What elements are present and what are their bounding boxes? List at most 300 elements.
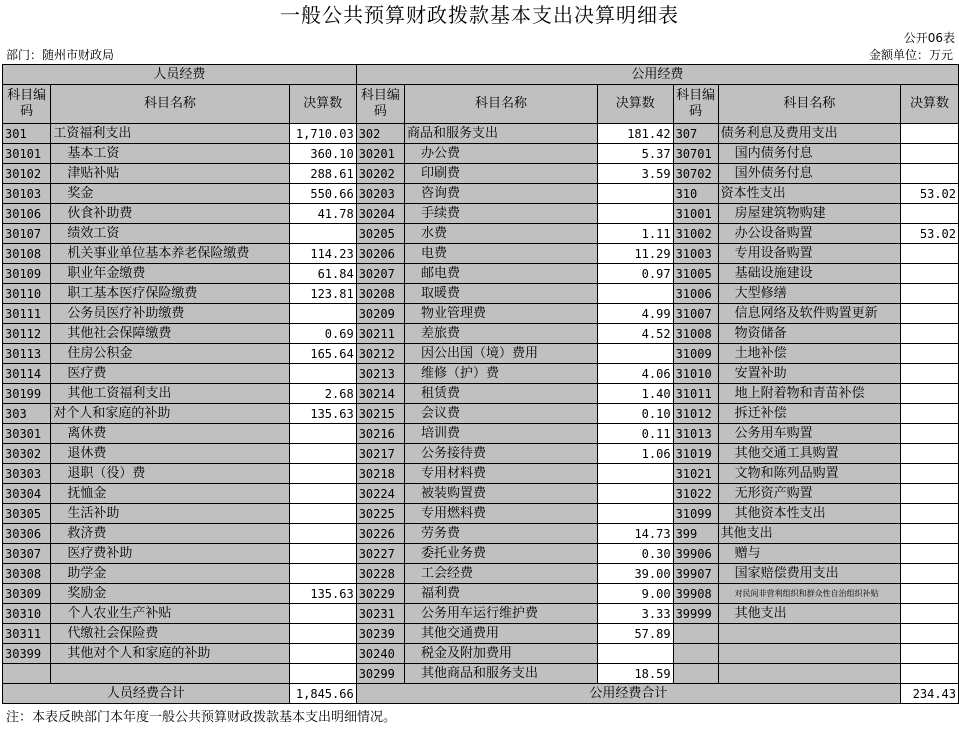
- code-cell: 30215: [356, 404, 404, 424]
- table-row: [3, 244, 959, 264]
- amount-header: 决算数: [289, 85, 356, 124]
- name-cell: 培训费: [405, 424, 598, 444]
- code-cell: 30204: [356, 204, 404, 224]
- code-cell: 30211: [356, 324, 404, 344]
- amount-cell: [289, 484, 356, 504]
- name-cell: [718, 644, 900, 664]
- name-cell: 绩效工资: [51, 224, 289, 244]
- amount-cell: [901, 164, 959, 184]
- name-cell: [718, 664, 900, 684]
- name-cell: 其他交通工具购置: [718, 444, 900, 464]
- meta-row: [0, 46, 959, 65]
- expenditure-table: [2, 64, 959, 704]
- amount-cell: 123.81: [289, 284, 356, 304]
- code-cell: 31011: [673, 384, 718, 404]
- code-cell: 30113: [3, 344, 51, 364]
- name-cell: 代缴社会保险费: [51, 624, 289, 644]
- amount-cell: 11.29: [597, 244, 673, 264]
- amount-cell: 0.10: [597, 404, 673, 424]
- name-cell: 债务利息及费用支出: [718, 124, 900, 144]
- table-row: [3, 524, 959, 544]
- amount-cell: [289, 304, 356, 324]
- code-cell: 30306: [3, 524, 51, 544]
- personnel-total-value: 1,845.66: [289, 684, 356, 704]
- table-row: [3, 264, 959, 284]
- code-cell: 30212: [356, 344, 404, 364]
- name-cell: 公务员医疗补助缴费: [51, 304, 289, 324]
- table-row: [3, 144, 959, 164]
- code-cell: 30103: [3, 184, 51, 204]
- code-cell: 31019: [673, 444, 718, 464]
- amount-cell: 1.11: [597, 224, 673, 244]
- table-row: [3, 584, 959, 604]
- name-cell: 物资储备: [718, 324, 900, 344]
- name-cell: 专用材料费: [405, 464, 598, 484]
- name-cell: 手续费: [405, 204, 598, 224]
- table-row: [3, 384, 959, 404]
- amount-cell: [901, 524, 959, 544]
- name-cell: 维修（护）费: [405, 364, 598, 384]
- name-cell: 其他社会保障缴费: [51, 324, 289, 344]
- name-cell: 赠与: [718, 544, 900, 564]
- amount-cell: [597, 644, 673, 664]
- code-cell: 30299: [356, 664, 404, 684]
- code-cell: 31008: [673, 324, 718, 344]
- name-cell: 生活补助: [51, 504, 289, 524]
- amount-cell: [901, 384, 959, 404]
- amount-cell: 165.64: [289, 344, 356, 364]
- amount-cell: [597, 464, 673, 484]
- amount-cell: [901, 444, 959, 464]
- code-cell: 30202: [356, 164, 404, 184]
- amount-cell: [901, 484, 959, 504]
- code-cell: 39908: [673, 584, 718, 604]
- code-cell: 30307: [3, 544, 51, 564]
- code-cell: 31010: [673, 364, 718, 384]
- code-cell: 31009: [673, 344, 718, 364]
- table-row: [3, 204, 959, 224]
- amount-cell: [289, 424, 356, 444]
- code-cell: 30205: [356, 224, 404, 244]
- name-cell: 文物和陈列品购置: [718, 464, 900, 484]
- name-cell: 租赁费: [405, 384, 598, 404]
- name-cell: 抚恤金: [51, 484, 289, 504]
- name-cell: 专用燃料费: [405, 504, 598, 524]
- unit-label: 金额单位：万元: [868, 48, 953, 62]
- amount-cell: [901, 124, 959, 144]
- name-cell: 福利费: [405, 584, 598, 604]
- table-row: [3, 404, 959, 424]
- amount-cell: 41.78: [289, 204, 356, 224]
- name-cell: 电费: [405, 244, 598, 264]
- code-cell: 30102: [3, 164, 51, 184]
- code-cell: [673, 644, 718, 664]
- department-label: 部门：随州市财政局: [6, 48, 115, 62]
- amount-cell: [901, 584, 959, 604]
- name-cell: 因公出国（境）费用: [405, 344, 598, 364]
- amount-cell: [901, 544, 959, 564]
- amount-cell: [289, 224, 356, 244]
- code-cell: 30302: [3, 444, 51, 464]
- amount-cell: [597, 504, 673, 524]
- amount-cell: 57.89: [597, 624, 673, 644]
- code-cell: 31021: [673, 464, 718, 484]
- name-cell: 无形资产购置: [718, 484, 900, 504]
- amount-cell: 0.30: [597, 544, 673, 564]
- table-row: [3, 484, 959, 504]
- name-cell: 差旅费: [405, 324, 598, 344]
- code-cell: 31005: [673, 264, 718, 284]
- amount-cell: [901, 564, 959, 584]
- name-cell: 拆迁补偿: [718, 404, 900, 424]
- name-cell: 劳务费: [405, 524, 598, 544]
- code-cell: 30231: [356, 604, 404, 624]
- code-cell: 31012: [673, 404, 718, 424]
- amount-cell: [901, 424, 959, 444]
- table-row: [3, 184, 959, 204]
- code-cell: 30217: [356, 444, 404, 464]
- amount-cell: [901, 144, 959, 164]
- code-cell: 30209: [356, 304, 404, 324]
- amount-cell: [289, 664, 356, 684]
- name-cell: 对民间非营利组织和群众性自治组织补贴: [718, 584, 900, 604]
- table-row: [3, 284, 959, 304]
- code-cell: 30301: [3, 424, 51, 444]
- amount-cell: [901, 664, 959, 684]
- name-cell: 其他支出: [718, 604, 900, 624]
- amount-cell: 1.40: [597, 384, 673, 404]
- amount-cell: [901, 304, 959, 324]
- amount-cell: 5.37: [597, 144, 673, 164]
- personnel-header: 人员经费: [3, 65, 357, 85]
- name-cell: 工会经费: [405, 564, 598, 584]
- code-header: 科目编码: [3, 85, 51, 124]
- table-row: [3, 224, 959, 244]
- code-cell: 302: [356, 124, 404, 144]
- amount-cell: [901, 284, 959, 304]
- code-cell: 31007: [673, 304, 718, 324]
- name-header: 科目名称: [718, 85, 900, 124]
- name-cell: 专用设备购置: [718, 244, 900, 264]
- name-cell: 基本工资: [51, 144, 289, 164]
- name-cell: 公务接待费: [405, 444, 598, 464]
- amount-cell: [289, 564, 356, 584]
- amount-cell: [289, 444, 356, 464]
- code-cell: 30305: [3, 504, 51, 524]
- code-cell: 30227: [356, 544, 404, 564]
- name-cell: 大型修缮: [718, 284, 900, 304]
- amount-cell: [901, 344, 959, 364]
- name-cell: 信息网络及软件购置更新: [718, 304, 900, 324]
- table-row: [3, 504, 959, 524]
- name-cell: 国内债务付息: [718, 144, 900, 164]
- code-cell: 30108: [3, 244, 51, 264]
- code-cell: 30304: [3, 484, 51, 504]
- name-cell: 职工基本医疗保险缴费: [51, 284, 289, 304]
- name-cell: 医疗费: [51, 364, 289, 384]
- code-cell: 31003: [673, 244, 718, 264]
- code-cell: 31001: [673, 204, 718, 224]
- code-cell: 30112: [3, 324, 51, 344]
- code-cell: [673, 624, 718, 644]
- amount-cell: [597, 484, 673, 504]
- code-cell: 30201: [356, 144, 404, 164]
- amount-cell: 14.73: [597, 524, 673, 544]
- code-cell: 30199: [3, 384, 51, 404]
- code-cell: 30240: [356, 644, 404, 664]
- amount-cell: 3.33: [597, 604, 673, 624]
- name-cell: 对个人和家庭的补助: [51, 404, 289, 424]
- name-cell: 奖金: [51, 184, 289, 204]
- table-row: [3, 444, 959, 464]
- amount-cell: 1,710.03: [289, 124, 356, 144]
- table-row: [3, 624, 959, 644]
- code-cell: 30303: [3, 464, 51, 484]
- code-cell: 307: [673, 124, 718, 144]
- name-cell: 委托业务费: [405, 544, 598, 564]
- amount-cell: 39.00: [597, 564, 673, 584]
- amount-cell: 9.00: [597, 584, 673, 604]
- name-cell: [718, 624, 900, 644]
- code-cell: 30101: [3, 144, 51, 164]
- name-cell: 其他交通费用: [405, 624, 598, 644]
- amount-cell: [289, 464, 356, 484]
- code-cell: 30110: [3, 284, 51, 304]
- amount-cell: 0.11: [597, 424, 673, 444]
- name-cell: 个人农业生产补贴: [51, 604, 289, 624]
- name-cell: 救济费: [51, 524, 289, 544]
- name-header: 科目名称: [405, 85, 598, 124]
- table-row: [3, 464, 959, 484]
- name-cell: 办公费: [405, 144, 598, 164]
- code-cell: 30228: [356, 564, 404, 584]
- amount-header: 决算数: [597, 85, 673, 124]
- amount-cell: [289, 624, 356, 644]
- name-cell: 津贴补贴: [51, 164, 289, 184]
- amount-header: 决算数: [901, 85, 959, 124]
- amount-cell: [901, 404, 959, 424]
- amount-cell: [289, 524, 356, 544]
- amount-cell: 1.06: [597, 444, 673, 464]
- footnote: 注：本表反映部门本年度一般公共预算财政拨款基本支出明细情况。: [6, 710, 397, 725]
- code-cell: 301: [3, 124, 51, 144]
- name-cell: 国家赔偿费用支出: [718, 564, 900, 584]
- name-cell: 咨询费: [405, 184, 598, 204]
- amount-cell: 3.59: [597, 164, 673, 184]
- name-cell: 退职（役）费: [51, 464, 289, 484]
- name-cell: 公务用车购置: [718, 424, 900, 444]
- amount-cell: [289, 544, 356, 564]
- personnel-total-label: 人员经费合计: [3, 684, 290, 704]
- name-cell: 会议费: [405, 404, 598, 424]
- amount-cell: 114.23: [289, 244, 356, 264]
- code-cell: 30213: [356, 364, 404, 384]
- amount-cell: [901, 204, 959, 224]
- table-row: [3, 124, 959, 144]
- amount-cell: 0.97: [597, 264, 673, 284]
- code-cell: 30208: [356, 284, 404, 304]
- amount-cell: [289, 604, 356, 624]
- name-cell: 基础设施建设: [718, 264, 900, 284]
- public-total-label: 公用经费合计: [356, 684, 900, 704]
- amount-cell: [289, 644, 356, 664]
- amount-cell: [901, 364, 959, 384]
- code-cell: 30218: [356, 464, 404, 484]
- name-cell: 其他工资福利支出: [51, 384, 289, 404]
- name-cell: 离休费: [51, 424, 289, 444]
- amount-cell: 550.66: [289, 184, 356, 204]
- amount-cell: 18.59: [597, 664, 673, 684]
- code-cell: 30399: [3, 644, 51, 664]
- code-cell: [3, 664, 51, 684]
- page-title: 一般公共预算财政拨款基本支出决算明细表: [280, 3, 679, 27]
- code-cell: 30701: [673, 144, 718, 164]
- name-cell: 国外债务付息: [718, 164, 900, 184]
- name-cell: 邮电费: [405, 264, 598, 284]
- code-cell: 310: [673, 184, 718, 204]
- code-cell: 39999: [673, 604, 718, 624]
- code-cell: 30107: [3, 224, 51, 244]
- name-cell: 地上附着物和青苗补偿: [718, 384, 900, 404]
- code-header: 科目编码: [673, 85, 718, 124]
- name-cell: 被装购置费: [405, 484, 598, 504]
- amount-cell: 2.68: [289, 384, 356, 404]
- code-cell: 30229: [356, 584, 404, 604]
- amount-cell: [597, 344, 673, 364]
- code-cell: 31013: [673, 424, 718, 444]
- amount-cell: 181.42: [597, 124, 673, 144]
- amount-cell: 135.63: [289, 584, 356, 604]
- amount-cell: [597, 284, 673, 304]
- code-cell: [673, 664, 718, 684]
- name-cell: 工资福利支出: [51, 124, 289, 144]
- code-cell: 399: [673, 524, 718, 544]
- name-cell: 物业管理费: [405, 304, 598, 324]
- code-cell: 31022: [673, 484, 718, 504]
- code-cell: 30308: [3, 564, 51, 584]
- amount-cell: 53.02: [901, 184, 959, 204]
- name-cell: 印刷费: [405, 164, 598, 184]
- name-header: 科目名称: [51, 85, 289, 124]
- public-header: 公用经费: [356, 65, 958, 85]
- amount-cell: [289, 364, 356, 384]
- name-cell: 助学金: [51, 564, 289, 584]
- amount-cell: [289, 504, 356, 524]
- code-cell: 30114: [3, 364, 51, 384]
- name-cell: 土地补偿: [718, 344, 900, 364]
- name-cell: 取暖费: [405, 284, 598, 304]
- name-cell: 房屋建筑物购建: [718, 204, 900, 224]
- amount-cell: 53.02: [901, 224, 959, 244]
- amount-cell: [901, 504, 959, 524]
- code-cell: 39907: [673, 564, 718, 584]
- amount-cell: 4.99: [597, 304, 673, 324]
- table-row: [3, 344, 959, 364]
- code-cell: 303: [3, 404, 51, 424]
- table-row: [3, 164, 959, 184]
- table-row: [3, 564, 959, 584]
- code-cell: 30206: [356, 244, 404, 264]
- name-cell: 其他支出: [718, 524, 900, 544]
- amount-cell: 135.63: [289, 404, 356, 424]
- amount-cell: [901, 644, 959, 664]
- amount-cell: [901, 264, 959, 284]
- name-cell: [51, 664, 289, 684]
- table-row: [3, 304, 959, 324]
- public-total-value: 234.43: [901, 684, 959, 704]
- amount-cell: [901, 244, 959, 264]
- amount-cell: 4.06: [597, 364, 673, 384]
- code-cell: 31099: [673, 504, 718, 524]
- table-row: [3, 424, 959, 444]
- code-cell: 31002: [673, 224, 718, 244]
- code-cell: 30225: [356, 504, 404, 524]
- name-cell: 办公设备购置: [718, 224, 900, 244]
- amount-cell: 4.52: [597, 324, 673, 344]
- table-id: 公开06表: [903, 31, 955, 45]
- name-cell: 职业年金缴费: [51, 264, 289, 284]
- name-cell: 安置补助: [718, 364, 900, 384]
- code-cell: 30214: [356, 384, 404, 404]
- amount-cell: 288.61: [289, 164, 356, 184]
- table-row: [3, 324, 959, 344]
- amount-cell: [597, 184, 673, 204]
- amount-cell: 61.84: [289, 264, 356, 284]
- name-cell: 奖励金: [51, 584, 289, 604]
- amount-cell: 0.69: [289, 324, 356, 344]
- amount-cell: [901, 464, 959, 484]
- code-cell: 39906: [673, 544, 718, 564]
- code-cell: 30702: [673, 164, 718, 184]
- code-cell: 30207: [356, 264, 404, 284]
- name-cell: 商品和服务支出: [405, 124, 598, 144]
- name-cell: 资本性支出: [718, 184, 900, 204]
- code-cell: 31006: [673, 284, 718, 304]
- code-cell: 30111: [3, 304, 51, 324]
- amount-cell: [901, 624, 959, 644]
- name-cell: 伙食补助费: [51, 204, 289, 224]
- code-cell: 30216: [356, 424, 404, 444]
- table-row: [3, 644, 959, 664]
- name-cell: 退休费: [51, 444, 289, 464]
- name-cell: 其他资本性支出: [718, 504, 900, 524]
- code-cell: 30203: [356, 184, 404, 204]
- name-cell: 医疗费补助: [51, 544, 289, 564]
- amount-cell: [901, 604, 959, 624]
- table-row: [3, 604, 959, 624]
- name-cell: 其他对个人和家庭的补助: [51, 644, 289, 664]
- amount-cell: [901, 324, 959, 344]
- totals-row: [3, 684, 959, 704]
- name-cell: 住房公积金: [51, 344, 289, 364]
- name-cell: 公务用车运行维护费: [405, 604, 598, 624]
- table-row: [3, 364, 959, 384]
- code-cell: 30224: [356, 484, 404, 504]
- name-cell: 其他商品和服务支出: [405, 664, 598, 684]
- code-cell: 30311: [3, 624, 51, 644]
- code-cell: 30106: [3, 204, 51, 224]
- code-cell: 30109: [3, 264, 51, 284]
- name-cell: 水费: [405, 224, 598, 244]
- code-cell: 30309: [3, 584, 51, 604]
- code-header: 科目编码: [356, 85, 404, 124]
- name-cell: 税金及附加费用: [405, 644, 598, 664]
- code-cell: 30310: [3, 604, 51, 624]
- table-row: [3, 664, 959, 684]
- table-row: [3, 544, 959, 564]
- amount-cell: [597, 204, 673, 224]
- amount-cell: 360.10: [289, 144, 356, 164]
